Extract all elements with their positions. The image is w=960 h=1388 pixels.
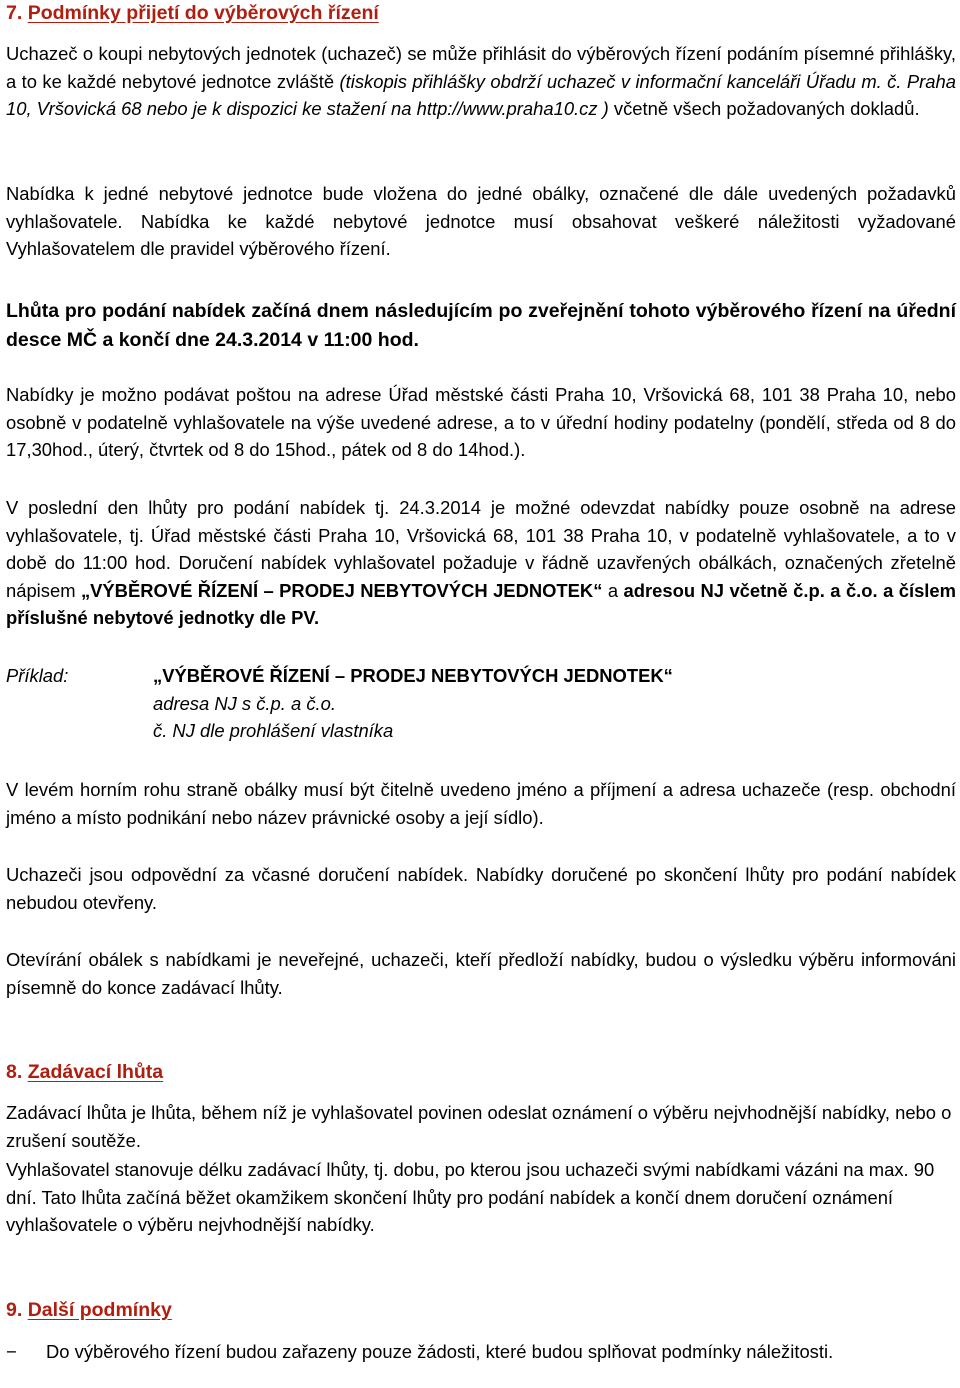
bullet-dash: − — [6, 1341, 17, 1362]
paragraph-award-length: Vyhlašovatel stanovuje délku zadávací lhůty, tj. dobu, po kterou jsou uchazeči svými nabídkami vázáni na max. 90 dní. Tato lhůta začíná běžet okamžikem skončení lhůty pro podání nabídek a končí dnem doručení oznámení vyhlašovatele o výběru nejvhodnější nabídky. — [6, 1159, 935, 1235]
paragraph-submission: Nabídky je možno podávat poštou na adrese Úřad městské části Praha 10, Vršovická 68, 101 38 Praha 10, nebo osobně v podatelně vyhlašovatele na výše uvedené adrese, a to v úřední hodiny podatelny (pondělí, středa od 8 do 17,30hod., úterý, čtvrtek od 8 do 15hod., pátek od 8 do 14hod.). — [6, 384, 956, 460]
paragraph-opening: Otevírání obálek s nabídkami je neveřejné, uchazeči, kteří předloží nabídky, budou o výsledku výběru informováni písemně do konce zadávací lhůty. — [6, 949, 956, 998]
paragraph-last-day-bold-2: adresou NJ včetně č.p. a č.o. a číslem příslušné nebytové jednotky dle PV. — [6, 579, 956, 628]
example-line-address: adresa NJ s č.p. a č.o. — [153, 692, 336, 714]
section-8-title: Zadávací lhůta — [27, 1061, 164, 1083]
example-line-unit: č. NJ dle prohlášení vlastníka — [153, 720, 394, 741]
section-9-heading — [6, 1297, 172, 1323]
paragraph-responsibility: Uchazeči jsou odpovědní za včasné doručení nabídek. Nabídky doručené po skončení lhůty pro podání nabídek nebudou otevřeny. — [6, 864, 956, 913]
paragraph-last-day-text: V poslední den lhůty pro podání nabídek tj. 24.3.2014 je možné odevzdat nabídky pouze osobně na adrese vyhlašovatele, tj. Úřad městské části Praha 10, Vršovická 68, 101 38 Praha 10, v podatelně vyhlašovatele, a to v době do 11:00 hod. Doručení nabídek vyhlašovatel požaduje v řádně uzavřených obálkách, označených zřetelně nápisem — [6, 497, 956, 601]
example-line-title: „VÝBĚROVÉ ŘÍZENÍ – PRODEJ NEBYTOVÝCH JEDNOTEK“ — [153, 665, 673, 686]
paragraph-envelope-corner: V levém horním rohu straně obálky musí být čitelně uvedeno jméno a příjmení a adresa uchazeče (resp. obchodní jméno a místo podnikání nebo název právnické osoby a její sídlo). — [6, 779, 956, 828]
paragraph-application-italic: (tiskopis přihlášky obdrží uchazeč v informační kanceláři Úřadu m. č. Praha 10, Vršovická 68 nebo je k dispozici ke stažení na http://www.praha10.cz ) — [6, 70, 956, 119]
paragraph-last-day-mid: a — [602, 579, 624, 601]
section-7-number: 7. — [6, 2, 23, 24]
paragraph-last-day — [6, 494, 956, 632]
paragraph-deadline: Lhůta pro podání nabídek začíná dnem následujícím po zveřejnění tohoto výběrového řízení na úřední desce MČ a končí dne 24.3.2014 v 11:00 hod. — [6, 300, 956, 351]
section-8-heading — [6, 1059, 163, 1085]
section-9-number: 9. — [6, 1299, 23, 1321]
bullet-text: Do výběrového řízení budou zařazeny pouze žádosti, které budou splňovat podmínky náležitosti. — [46, 1341, 834, 1362]
paragraph-envelope: Nabídka k jedné nebytové jednotce bude vložena do jedné obálky, označené dle dále uvedených požadavků vyhlašovatele. Nabídka ke každé nebytové jednotce musí obsahovat veškeré náležitosti vyžadované Vyhlašovatelem dle pravidel výběrového řízení. — [6, 183, 956, 259]
paragraph-application-text-b: včetně všech požadovaných dokladů. — [608, 98, 920, 119]
paragraph-application — [6, 40, 956, 123]
example-label: Příklad: — [6, 665, 69, 686]
section-7-heading — [6, 0, 379, 26]
section-7-title: Podmínky přijetí do výběrových řízení — [27, 2, 379, 24]
example-lines — [153, 662, 673, 745]
paragraph-award-period: Zadávací lhůta je lhůta, během níž je vyhlašovatel povinen odeslat oznámení o výběru nejvhodnější nabídky, nebo o zrušení soutěže. — [6, 1102, 952, 1151]
paragraph-last-day-bold-1: „VÝBĚROVÉ ŘÍZENÍ – PRODEJ NEBYTOVÝCH JEDNOTEK“ — [80, 579, 603, 601]
section-8-number: 8. — [6, 1061, 23, 1083]
section-9-title: Další podmínky — [27, 1299, 172, 1321]
paragraph-application-text-a: Uchazeč o koupi nebytových jednotek (uchazeč) se může přihlásit do výběrových řízení podáním písemné přihlášky, a to ke každé nebytové jednotce zvláště — [6, 43, 956, 92]
